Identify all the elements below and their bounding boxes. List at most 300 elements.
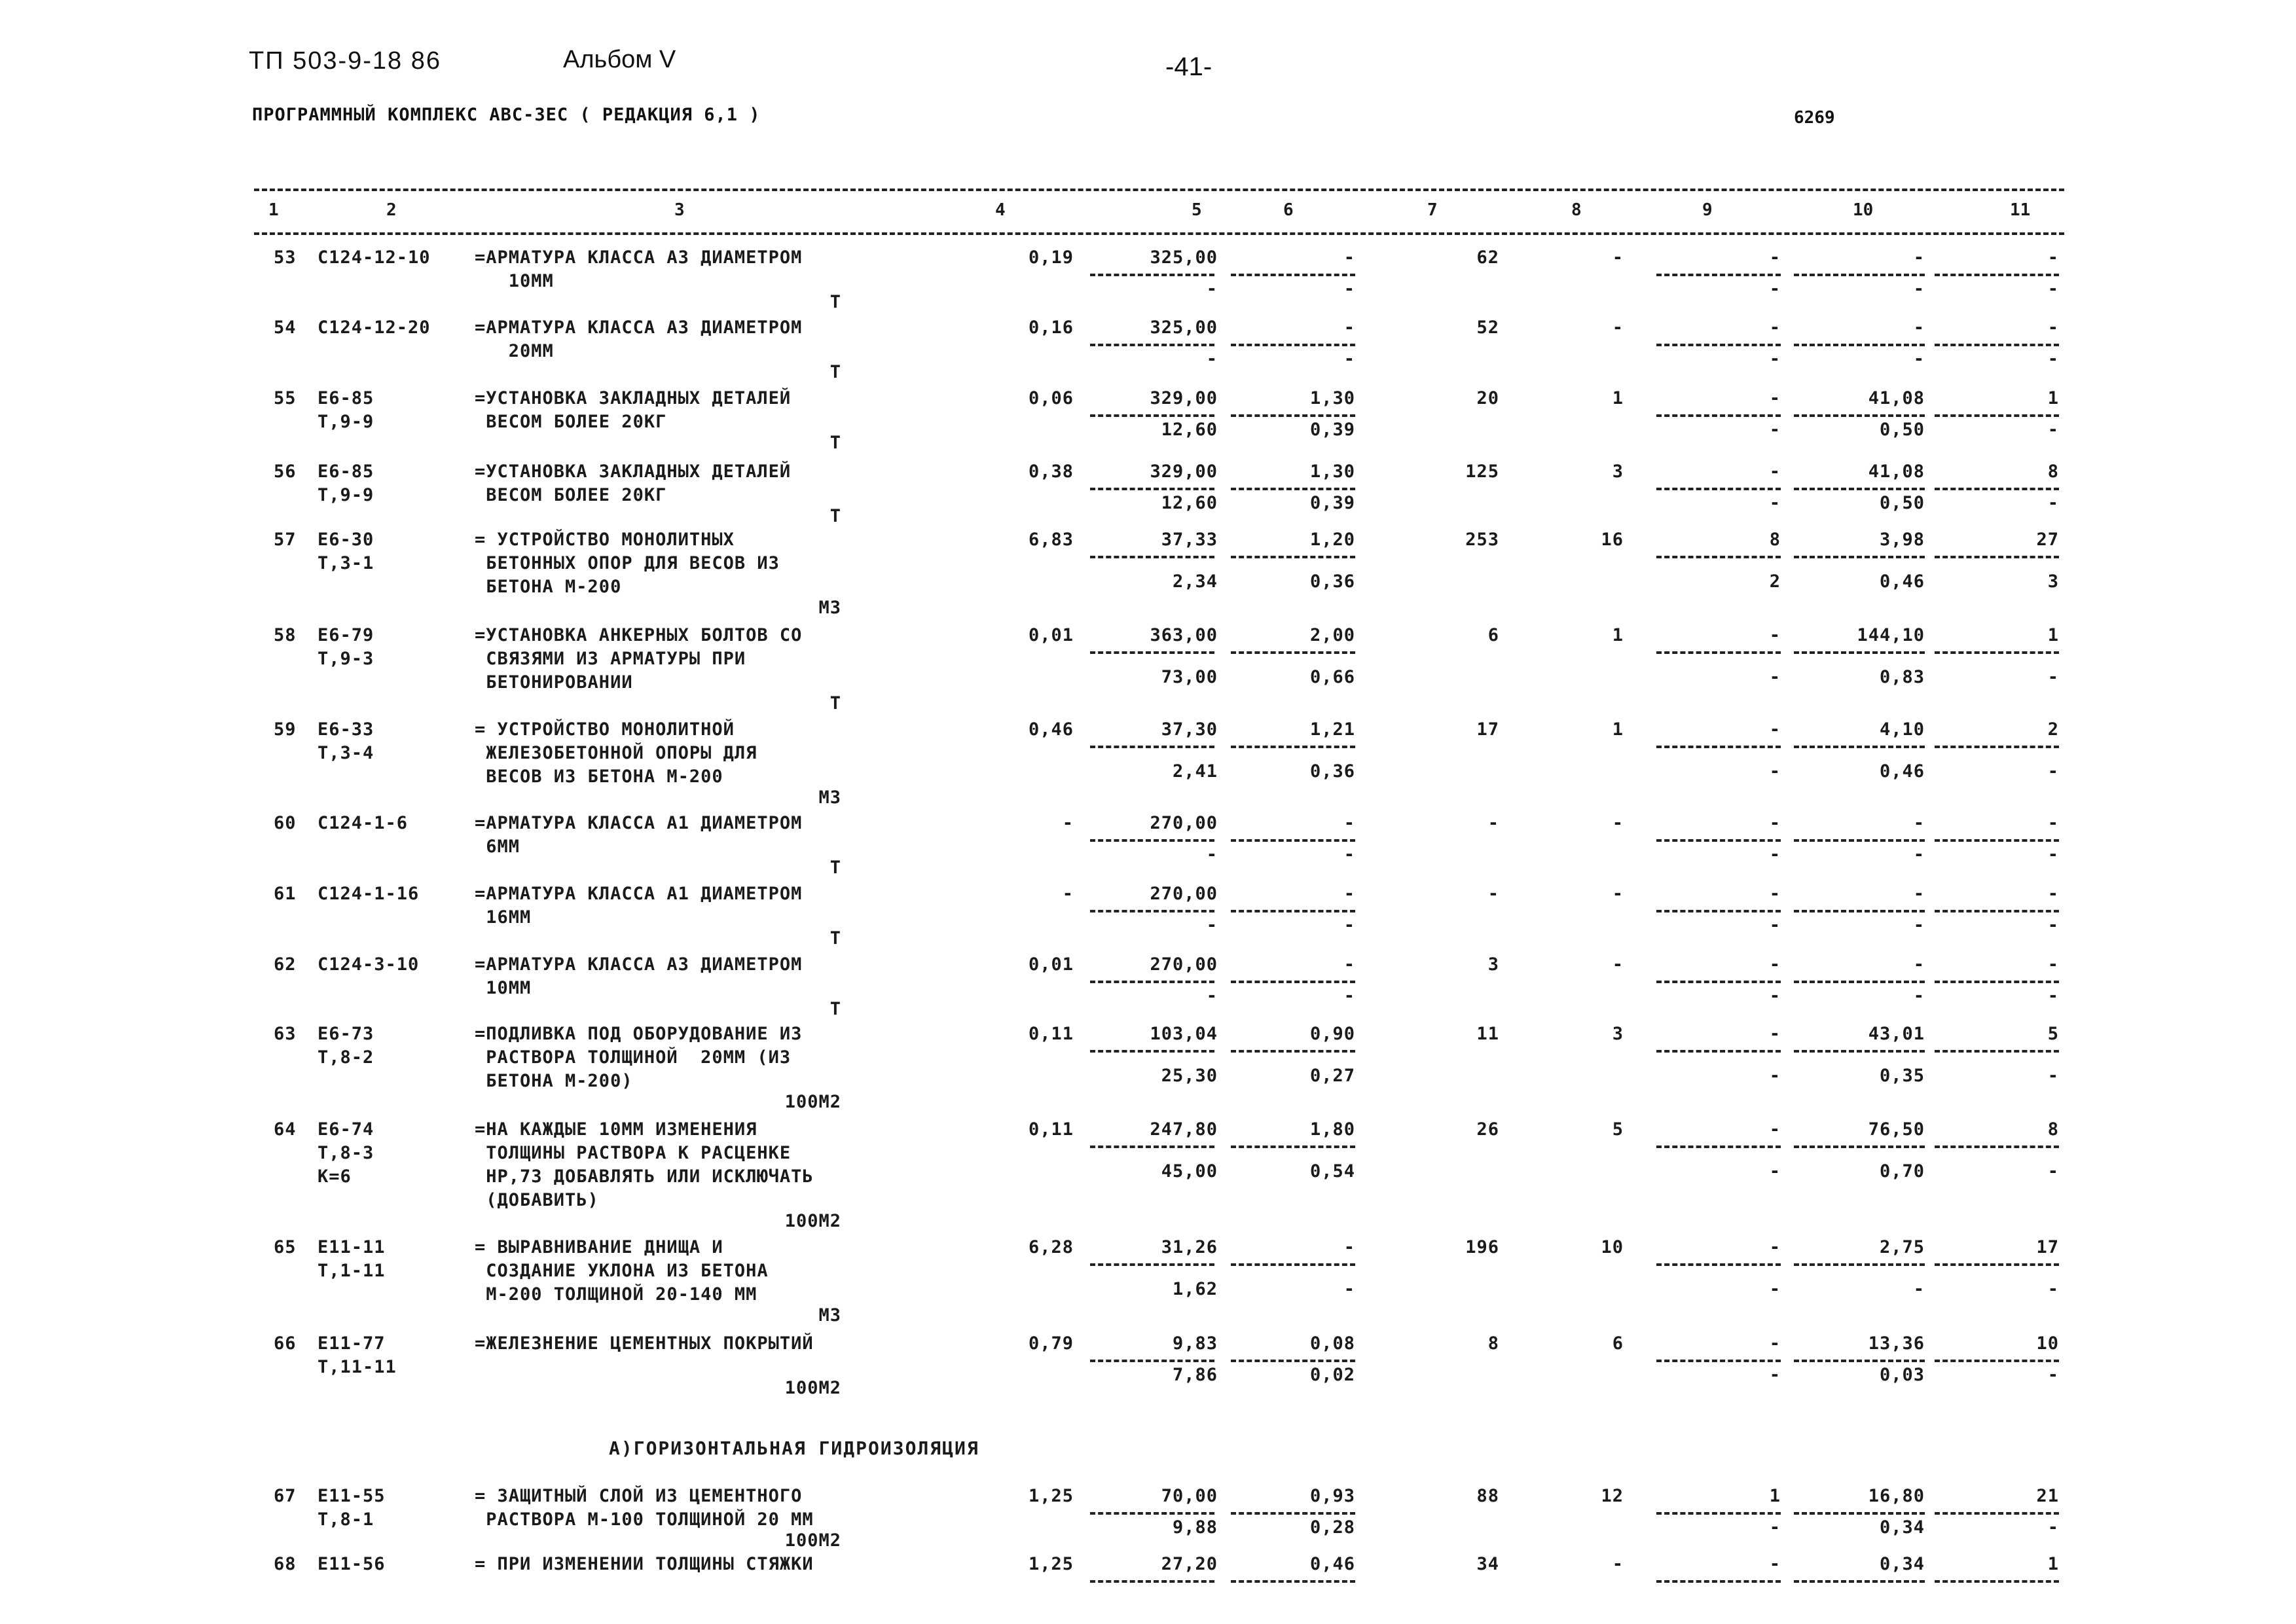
wage-machine-value: 0,66 bbox=[1309, 667, 1355, 687]
col9-value: - bbox=[1769, 388, 1781, 408]
wage-machine-value: 0,36 bbox=[1309, 761, 1355, 782]
col9-value: - bbox=[1769, 1119, 1781, 1140]
wage-value: 9,88 bbox=[1172, 1517, 1218, 1538]
col11-sub-value: - bbox=[2047, 1279, 2059, 1299]
subtotal-rule bbox=[1090, 1360, 1214, 1362]
col10-sub-value: 0,46 bbox=[1879, 571, 1925, 592]
quantity-value: 0,19 bbox=[1028, 247, 1074, 268]
machine-cost-value: 1,30 bbox=[1309, 388, 1355, 408]
machine-cost-value: - bbox=[1343, 247, 1355, 268]
subtotal-rule bbox=[1794, 1360, 1925, 1362]
subtotal-rule bbox=[1656, 1263, 1781, 1266]
subtotal-rule bbox=[1231, 1146, 1355, 1148]
norm-code: Е11-55 bbox=[318, 1486, 386, 1506]
subtotal-rule bbox=[1656, 414, 1781, 417]
subtotal-rule bbox=[1090, 746, 1214, 748]
subtotal-rule bbox=[1090, 1146, 1214, 1148]
subtotal-rule bbox=[1231, 274, 1355, 276]
work-description: СВЯЗЯМИ ИЗ АРМАТУРЫ ПРИ bbox=[475, 649, 746, 669]
subtotal-rule bbox=[1794, 488, 1925, 490]
col11-value: - bbox=[2047, 954, 2059, 975]
work-description: БЕТОНА М-200 bbox=[475, 577, 622, 597]
col11-sub-value: - bbox=[2047, 1066, 2059, 1086]
row-number: 65 bbox=[274, 1237, 297, 1257]
unit-cost-value: 37,33 bbox=[1161, 530, 1218, 550]
wage-machine-value: - bbox=[1343, 279, 1355, 299]
wage-machine-value: - bbox=[1343, 349, 1355, 369]
subtotal-rule bbox=[1231, 556, 1355, 558]
machine-cost-value: 0,46 bbox=[1309, 1554, 1355, 1574]
col10-value: 76,50 bbox=[1868, 1119, 1925, 1140]
total-cost-value: 3 bbox=[1487, 954, 1499, 975]
col10-sub-value: - bbox=[1913, 986, 1925, 1006]
col10-sub-value: 0,70 bbox=[1879, 1161, 1925, 1182]
col9-value: - bbox=[1769, 813, 1781, 833]
subtotal-rule bbox=[1794, 910, 1925, 912]
total-cost-value: 17 bbox=[1476, 719, 1499, 740]
total-cost-value: 6 bbox=[1487, 625, 1499, 645]
subtotal-rule bbox=[1935, 839, 2059, 842]
quantity-value: 6,28 bbox=[1028, 1237, 1074, 1257]
wage-machine-value: 0,54 bbox=[1309, 1161, 1355, 1182]
total-cost-value: 52 bbox=[1476, 317, 1499, 338]
col9-sub-value: 2 bbox=[1769, 571, 1781, 592]
col10-value: - bbox=[1913, 954, 1925, 975]
wage-value: 45,00 bbox=[1161, 1161, 1218, 1182]
col10-value: 41,08 bbox=[1868, 461, 1925, 482]
col11-sub-value: - bbox=[2047, 915, 2059, 935]
subtotal-rule bbox=[1231, 1360, 1355, 1362]
col10-value: 2,75 bbox=[1879, 1237, 1925, 1257]
subtotal-rule bbox=[1656, 651, 1781, 654]
wage-machine-value: - bbox=[1343, 844, 1355, 865]
row-number: 68 bbox=[274, 1554, 297, 1574]
wage-value: 12,60 bbox=[1161, 420, 1218, 440]
total-cost-value: 62 bbox=[1476, 247, 1499, 268]
program-title: ПРОГРАММНЫЙ КОМПЛЕКС АВС-ЗЕС ( РЕДАКЦИЯ 6,1 ) bbox=[252, 105, 761, 125]
subtotal-rule bbox=[1090, 1512, 1214, 1515]
col11-value: - bbox=[2047, 813, 2059, 833]
norm-code: С124-12-10 bbox=[318, 247, 431, 268]
subtotal-rule bbox=[1935, 344, 2059, 346]
labor-value: 16 bbox=[1601, 530, 1624, 550]
wage-value: 7,86 bbox=[1172, 1365, 1218, 1385]
work-description: БЕТОНА М-200) bbox=[475, 1071, 633, 1091]
labor-value: - bbox=[1612, 884, 1624, 904]
col9-value: - bbox=[1769, 1024, 1781, 1044]
col10-sub-value: 0,50 bbox=[1879, 420, 1925, 440]
norm-code: Т,9-9 bbox=[318, 485, 374, 505]
work-description: = УСТРОЙСТВО МОНОЛИТНОЙ bbox=[475, 719, 735, 740]
col10-sub-value: - bbox=[1913, 915, 1925, 935]
row-number: 58 bbox=[274, 625, 297, 645]
wage-value: - bbox=[1206, 279, 1218, 299]
col11-value: 17 bbox=[2036, 1237, 2059, 1257]
labor-value: 3 bbox=[1612, 461, 1624, 482]
subtotal-rule bbox=[1794, 1263, 1925, 1266]
col11-sub-value: - bbox=[2047, 844, 2059, 865]
row-number: 55 bbox=[274, 388, 297, 408]
subtotal-rule bbox=[1656, 1580, 1781, 1583]
unit-of-measure: Т bbox=[829, 857, 841, 878]
labor-value: 10 bbox=[1601, 1237, 1624, 1257]
subtotal-rule bbox=[1794, 414, 1925, 417]
machine-cost-value: 1,21 bbox=[1309, 719, 1355, 740]
norm-code: Т,8-2 bbox=[318, 1047, 374, 1068]
subtotal-rule bbox=[1231, 910, 1355, 912]
col11-value: 1 bbox=[2047, 388, 2059, 408]
work-description: = ПРИ ИЗМЕНЕНИИ ТОЛЩИНЫ СТЯЖКИ bbox=[475, 1554, 814, 1574]
work-description: =АРМАТУРА КЛАССА А1 ДИАМЕТРОМ bbox=[475, 813, 803, 833]
norm-code: Т,3-4 bbox=[318, 743, 374, 763]
wage-value: - bbox=[1206, 844, 1218, 865]
subtotal-rule bbox=[1231, 344, 1355, 346]
labor-value: 5 bbox=[1612, 1119, 1624, 1140]
row-number: 61 bbox=[274, 884, 297, 904]
unit-cost-value: 37,30 bbox=[1161, 719, 1218, 740]
total-cost-value: 20 bbox=[1476, 388, 1499, 408]
work-description: =ЖЕЛЕЗНЕНИЕ ЦЕМЕНТНЫХ ПОКРЫТИЙ bbox=[475, 1333, 814, 1354]
col9-sub-value: - bbox=[1769, 1517, 1781, 1538]
norm-code: С124-12-20 bbox=[318, 317, 431, 338]
subtotal-rule bbox=[1231, 1050, 1355, 1053]
col9-value: - bbox=[1769, 954, 1781, 975]
column-header: 7 bbox=[1427, 200, 1438, 220]
col11-sub-value: - bbox=[2047, 1161, 2059, 1182]
wage-value: 2,41 bbox=[1172, 761, 1218, 782]
quantity-value: 1,25 bbox=[1028, 1486, 1074, 1506]
column-header: 9 bbox=[1702, 200, 1713, 220]
quantity-value: 0,46 bbox=[1028, 719, 1074, 740]
unit-cost-value: 270,00 bbox=[1150, 954, 1218, 975]
col10-sub-value: - bbox=[1913, 279, 1925, 299]
labor-value: - bbox=[1612, 813, 1624, 833]
subtotal-rule bbox=[1656, 1146, 1781, 1148]
unit-cost-value: 27,20 bbox=[1161, 1554, 1218, 1574]
col10-value: 0,34 bbox=[1879, 1554, 1925, 1574]
col10-sub-value: - bbox=[1913, 844, 1925, 865]
unit-of-measure: М3 bbox=[818, 787, 841, 808]
subtotal-rule bbox=[1794, 839, 1925, 842]
subtotal-rule bbox=[1231, 651, 1355, 654]
wage-machine-value: - bbox=[1343, 915, 1355, 935]
col11-value: 10 bbox=[2036, 1333, 2059, 1354]
subtotal-rule bbox=[1090, 488, 1214, 490]
subtotal-rule bbox=[1090, 274, 1214, 276]
labor-value: 1 bbox=[1612, 625, 1624, 645]
col9-value: 1 bbox=[1769, 1486, 1781, 1506]
quantity-value: 0,16 bbox=[1028, 317, 1074, 338]
unit-cost-value: 270,00 bbox=[1150, 884, 1218, 904]
subtotal-rule bbox=[1231, 414, 1355, 417]
machine-cost-value: - bbox=[1343, 813, 1355, 833]
wage-machine-value: 0,27 bbox=[1309, 1066, 1355, 1086]
unit-of-measure: М3 bbox=[818, 1305, 841, 1326]
col11-value: 21 bbox=[2036, 1486, 2059, 1506]
col10-value: 41,08 bbox=[1868, 388, 1925, 408]
work-description: НР,73 ДОБАВЛЯТЬ ИЛИ ИСКЛЮЧАТЬ bbox=[475, 1166, 814, 1187]
unit-of-measure: Т bbox=[829, 362, 841, 382]
col9-sub-value: - bbox=[1769, 986, 1781, 1006]
norm-code: К=6 bbox=[318, 1166, 352, 1187]
machine-cost-value: 0,93 bbox=[1309, 1486, 1355, 1506]
unit-of-measure: 100М2 bbox=[784, 1092, 841, 1112]
work-description: ЖЕЛЕЗОБЕТОННОЙ ОПОРЫ ДЛЯ bbox=[475, 743, 757, 763]
wage-machine-value: - bbox=[1343, 1279, 1355, 1299]
subtotal-rule bbox=[1935, 1146, 2059, 1148]
total-cost-value: 8 bbox=[1487, 1333, 1499, 1354]
column-header: 2 bbox=[386, 200, 397, 220]
labor-value: - bbox=[1612, 247, 1624, 268]
document-code: ТП 503-9-18 86 bbox=[249, 47, 442, 75]
work-description: =НА КАЖДЫЕ 10ММ ИЗМЕНЕНИЯ bbox=[475, 1119, 757, 1140]
column-header: 8 bbox=[1571, 200, 1582, 220]
machine-cost-value: - bbox=[1343, 884, 1355, 904]
machine-cost-value: - bbox=[1343, 1237, 1355, 1257]
subtotal-rule bbox=[1231, 1512, 1355, 1515]
row-number: 62 bbox=[274, 954, 297, 975]
subtotal-rule bbox=[1090, 839, 1214, 842]
norm-code: Т,8-1 bbox=[318, 1509, 374, 1530]
labor-value: 1 bbox=[1612, 719, 1624, 740]
col9-sub-value: - bbox=[1769, 1279, 1781, 1299]
unit-of-measure: Т bbox=[829, 928, 841, 948]
col11-value: - bbox=[2047, 317, 2059, 338]
wage-machine-value: 0,02 bbox=[1309, 1365, 1355, 1385]
machine-cost-value: 1,20 bbox=[1309, 530, 1355, 550]
row-number: 59 bbox=[274, 719, 297, 740]
col11-sub-value: - bbox=[2047, 1517, 2059, 1538]
subtotal-rule bbox=[1090, 651, 1214, 654]
work-description: БЕТОНИРОВАНИИ bbox=[475, 672, 633, 693]
subtotal-rule bbox=[1794, 651, 1925, 654]
wage-value: - bbox=[1206, 349, 1218, 369]
subtotal-rule bbox=[1935, 414, 2059, 417]
col11-value: - bbox=[2047, 884, 2059, 904]
work-description: = ЗАЩИТНЫЙ СЛОЙ ИЗ ЦЕМЕНТНОГО bbox=[475, 1486, 803, 1506]
norm-code: Е6-85 bbox=[318, 388, 374, 408]
machine-cost-value: - bbox=[1343, 954, 1355, 975]
row-number: 56 bbox=[274, 461, 297, 482]
norm-code: С124-3-10 bbox=[318, 954, 420, 975]
col9-value: - bbox=[1769, 247, 1781, 268]
col9-sub-value: - bbox=[1769, 1066, 1781, 1086]
subtotal-rule bbox=[1090, 981, 1214, 983]
subtotal-rule bbox=[1656, 344, 1781, 346]
work-description: 10ММ bbox=[475, 271, 554, 291]
col9-sub-value: - bbox=[1769, 1365, 1781, 1385]
subtotal-rule bbox=[1935, 1050, 2059, 1053]
subtotal-rule bbox=[1656, 910, 1781, 912]
col10-sub-value: 0,03 bbox=[1879, 1365, 1925, 1385]
wage-value: 73,00 bbox=[1161, 667, 1218, 687]
subtotal-rule bbox=[1090, 1263, 1214, 1266]
col10-value: 3,98 bbox=[1879, 530, 1925, 550]
work-description: 20ММ bbox=[475, 341, 554, 361]
col10-value: 144,10 bbox=[1857, 625, 1925, 645]
quantity-value: 0,11 bbox=[1028, 1024, 1074, 1044]
col11-value: 2 bbox=[2047, 719, 2059, 740]
col11-sub-value: - bbox=[2047, 986, 2059, 1006]
labor-value: - bbox=[1612, 317, 1624, 338]
subtotal-rule bbox=[1794, 274, 1925, 276]
col9-value: 8 bbox=[1769, 530, 1781, 550]
work-description: БЕТОННЫХ ОПОР ДЛЯ ВЕСОВ ИЗ bbox=[475, 553, 780, 573]
col11-sub-value: - bbox=[2047, 761, 2059, 782]
norm-code: Е11-11 bbox=[318, 1237, 386, 1257]
norm-code: Е6-79 bbox=[318, 625, 374, 645]
unit-of-measure: Т bbox=[829, 693, 841, 713]
work-description: =УСТАНОВКА ЗАКЛАДНЫХ ДЕТАЛЕЙ bbox=[475, 388, 792, 408]
col11-value: - bbox=[2047, 247, 2059, 268]
unit-cost-value: 270,00 bbox=[1150, 813, 1218, 833]
unit-of-measure: 100М2 bbox=[784, 1378, 841, 1398]
quantity-value: 0,01 bbox=[1028, 625, 1074, 645]
norm-code: С124-1-6 bbox=[318, 813, 409, 833]
row-number: 57 bbox=[274, 530, 297, 550]
subtotal-rule bbox=[1090, 1050, 1214, 1053]
unit-cost-value: 325,00 bbox=[1150, 317, 1218, 338]
column-header: 6 bbox=[1283, 200, 1294, 220]
work-description: ВЕСОМ БОЛЕЕ 20КГ bbox=[475, 412, 667, 432]
subtotal-rule bbox=[1656, 981, 1781, 983]
work-description: =ПОДЛИВКА ПОД ОБОРУДОВАНИЕ ИЗ bbox=[475, 1024, 803, 1044]
work-description: 10ММ bbox=[475, 978, 532, 998]
total-cost-value: 253 bbox=[1465, 530, 1499, 550]
subtotal-rule bbox=[1794, 981, 1925, 983]
col10-sub-value: - bbox=[1913, 1279, 1925, 1299]
wage-value: - bbox=[1206, 986, 1218, 1006]
col11-sub-value: - bbox=[2047, 279, 2059, 299]
wage-value: 25,30 bbox=[1161, 1066, 1218, 1086]
subtotal-rule bbox=[1231, 746, 1355, 748]
work-description: (ДОБАВИТЬ) bbox=[475, 1190, 599, 1210]
subtotal-rule bbox=[1656, 1050, 1781, 1053]
subtotal-rule bbox=[1794, 1580, 1925, 1583]
col9-sub-value: - bbox=[1769, 761, 1781, 782]
quantity-value: - bbox=[1062, 884, 1074, 904]
unit-of-measure: М3 bbox=[818, 598, 841, 618]
norm-code: Т,9-9 bbox=[318, 412, 374, 432]
col11-sub-value: - bbox=[2047, 667, 2059, 687]
subtotal-rule bbox=[1231, 839, 1355, 842]
unit-cost-value: 329,00 bbox=[1150, 388, 1218, 408]
col10-sub-value: 0,35 bbox=[1879, 1066, 1925, 1086]
col11-value: 8 bbox=[2047, 1119, 2059, 1140]
machine-cost-value: 1,30 bbox=[1309, 461, 1355, 482]
table-top-rule bbox=[254, 189, 2064, 191]
work-description: ТОЛЩИНЫ РАСТВОРА К РАСЦЕНКЕ bbox=[475, 1143, 792, 1163]
total-cost-value: 196 bbox=[1465, 1237, 1499, 1257]
subtotal-rule bbox=[1656, 839, 1781, 842]
column-header: 3 bbox=[674, 200, 685, 220]
subtotal-rule bbox=[1656, 746, 1781, 748]
work-description: М-200 ТОЛЩИНОЙ 20-140 ММ bbox=[475, 1284, 757, 1305]
work-description: = УСТРОЙСТВО МОНОЛИТНЫХ bbox=[475, 530, 735, 550]
subtotal-rule bbox=[1090, 344, 1214, 346]
work-description: =УСТАНОВКА ЗАКЛАДНЫХ ДЕТАЛЕЙ bbox=[475, 461, 792, 482]
col9-value: - bbox=[1769, 1333, 1781, 1354]
work-description: СОЗДАНИЕ УКЛОНА ИЗ БЕТОНА bbox=[475, 1261, 769, 1281]
work-description: =УСТАНОВКА АНКЕРНЫХ БОЛТОВ СО bbox=[475, 625, 803, 645]
quantity-value: 1,25 bbox=[1028, 1554, 1074, 1574]
total-cost-value: - bbox=[1487, 813, 1499, 833]
quantity-value: 6,83 bbox=[1028, 530, 1074, 550]
work-description: РАСТВОРА ТОЛЩИНОЙ 20ММ (ИЗ bbox=[475, 1047, 792, 1068]
unit-cost-value: 103,04 bbox=[1150, 1024, 1218, 1044]
norm-code: Т,1-11 bbox=[318, 1261, 386, 1281]
subtotal-rule bbox=[1935, 981, 2059, 983]
work-description: =АРМАТУРА КЛАССА А1 ДИАМЕТРОМ bbox=[475, 884, 803, 904]
row-number: 63 bbox=[274, 1024, 297, 1044]
subtotal-rule bbox=[1794, 556, 1925, 558]
col9-sub-value: - bbox=[1769, 420, 1781, 440]
album-label: Альбом V bbox=[563, 46, 676, 73]
work-description: РАСТВОРА М-100 ТОЛЩИНОЙ 20 ММ bbox=[475, 1509, 814, 1530]
col10-sub-value: 0,34 bbox=[1879, 1517, 1925, 1538]
norm-code: Е6-74 bbox=[318, 1119, 374, 1140]
work-description: ВЕСОВ ИЗ БЕТОНА М-200 bbox=[475, 767, 723, 787]
norm-code: Е6-85 bbox=[318, 461, 374, 482]
row-number: 53 bbox=[274, 247, 297, 268]
col9-sub-value: - bbox=[1769, 349, 1781, 369]
table-header-rule bbox=[254, 232, 2064, 235]
column-header: 5 bbox=[1192, 200, 1202, 220]
col9-value: - bbox=[1769, 1237, 1781, 1257]
subtotal-rule bbox=[1231, 488, 1355, 490]
subtotal-rule bbox=[1935, 910, 2059, 912]
col9-value: - bbox=[1769, 884, 1781, 904]
labor-value: 3 bbox=[1612, 1024, 1624, 1044]
total-cost-value: 26 bbox=[1476, 1119, 1499, 1140]
wage-machine-value: 0,39 bbox=[1309, 420, 1355, 440]
norm-code: Е6-73 bbox=[318, 1024, 374, 1044]
labor-value: 1 bbox=[1612, 388, 1624, 408]
norm-code: Е11-77 bbox=[318, 1333, 386, 1354]
work-description: ВЕСОМ БОЛЕЕ 20КГ bbox=[475, 485, 667, 505]
col9-value: - bbox=[1769, 625, 1781, 645]
subtotal-rule bbox=[1935, 1360, 2059, 1362]
subtotal-rule bbox=[1794, 746, 1925, 748]
norm-code: Т,9-3 bbox=[318, 649, 374, 669]
subtotal-rule bbox=[1935, 1263, 2059, 1266]
unit-of-measure: Т bbox=[829, 292, 841, 312]
col11-value: 1 bbox=[2047, 1554, 2059, 1574]
subtotal-rule bbox=[1935, 488, 2059, 490]
quantity-value: 0,01 bbox=[1028, 954, 1074, 975]
row-number: 54 bbox=[274, 317, 297, 338]
subtotal-rule bbox=[1935, 1512, 2059, 1515]
wage-value: 2,34 bbox=[1172, 571, 1218, 592]
subtotal-rule bbox=[1794, 344, 1925, 346]
labor-value: 12 bbox=[1601, 1486, 1624, 1506]
col10-value: 43,01 bbox=[1868, 1024, 1925, 1044]
norm-code: Т,11-11 bbox=[318, 1357, 397, 1377]
section-title: А)ГОРИЗОНТАЛЬНАЯ ГИДРОИЗОЛЯЦИЯ bbox=[609, 1437, 979, 1459]
norm-code: С124-1-16 bbox=[318, 884, 420, 904]
total-cost-value: 88 bbox=[1476, 1486, 1499, 1506]
col9-sub-value: - bbox=[1769, 279, 1781, 299]
norm-code: Т,8-3 bbox=[318, 1143, 374, 1163]
work-description: 6ММ bbox=[475, 837, 520, 857]
norm-code: Е6-33 bbox=[318, 719, 374, 740]
col11-sub-value: - bbox=[2047, 493, 2059, 513]
unit-cost-value: 247,80 bbox=[1150, 1119, 1218, 1140]
subtotal-rule bbox=[1656, 556, 1781, 558]
column-header: 1 bbox=[268, 200, 279, 220]
quantity-value: - bbox=[1062, 813, 1074, 833]
norm-code: Е6-30 bbox=[318, 530, 374, 550]
